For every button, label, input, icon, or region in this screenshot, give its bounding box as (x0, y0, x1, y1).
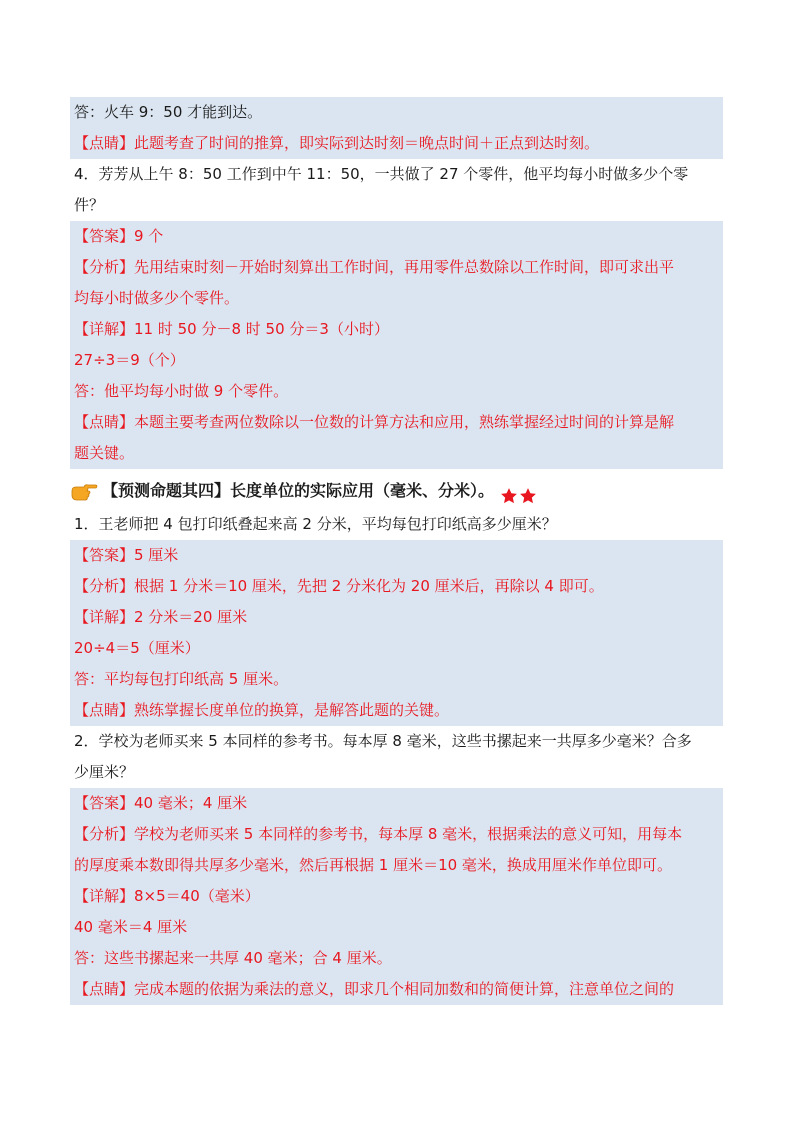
dianjing-line: 【点睛】熟练掌握长度单位的换算，是解答此题的关键。 (74, 701, 450, 719)
daan-line: 【答案】5 厘米 (74, 546, 179, 564)
answer-block-q2 (70, 788, 723, 1005)
star-icon (519, 482, 537, 500)
xiangjie-line-1: 【详解】2 分米＝20 厘米 (74, 608, 248, 626)
answer-line: 答：火车 9：50 才能到达。 (74, 103, 263, 121)
section-title: 【预测命题其四】长度单位的实际应用（毫米、分米）。 (102, 481, 495, 500)
question-2-line-2: 少厘米？ (74, 763, 135, 781)
dianjing-line: 【点睛】完成本题的依据为乘法的意义，即求几个相同加数和的简便计算，注意单位之间的 (74, 980, 675, 998)
star-icon (500, 482, 518, 500)
document-page (70, 97, 723, 1005)
xiangjie-line-2: 27÷3＝9（个） (74, 351, 185, 369)
answer-line: 答：这些书摞起来一共厚 40 毫米；合 4 厘米。 (74, 949, 392, 967)
difficulty-stars (500, 482, 537, 500)
section-heading (70, 473, 723, 509)
xiangjie-line-2: 40 毫米＝4 厘米 (74, 918, 188, 936)
dianjing-line-1: 【点睛】本题主要考查两位数除以一位数的计算方法和应用，熟练掌握经过时间的计算是解 (74, 413, 675, 431)
fenxi-line-2: 的厚度乘本数即得共厚多少毫米，然后再根据 1 厘米＝10 毫米，换成用厘米作单位即可。 (74, 856, 672, 874)
fenxi-line-1: 【分析】先用结束时刻－开始时刻算出工作时间，再用零件总数除以工作时间，即可求出平 (74, 258, 675, 276)
fenxi-line-2: 均每小时做多少个零件。 (74, 289, 240, 307)
pointing-hand-icon (70, 480, 98, 502)
fenxi-line-1: 【分析】学校为老师买来 5 本同样的参考书，每本厚 8 毫米，根据乘法的意义可知，用每本 (74, 825, 683, 843)
xiangjie-line-1: 【详解】8×5＝40（毫米） (74, 887, 260, 905)
daan-line: 【答案】40 毫米；4 厘米 (74, 794, 248, 812)
answer-block-previous (70, 97, 723, 159)
dianjing-line: 【点睛】此题考查了时间的推算，即实际到达时刻＝晚点时间＋正点到达时刻。 (74, 134, 600, 152)
daan-line: 【答案】9 个 (74, 227, 164, 245)
answer-block-q1 (70, 540, 723, 726)
answer-line: 答：他平均每小时做 9 个零件。 (74, 382, 289, 400)
question-1-line-1: 1．王老师把 4 包打印纸叠起来高 2 分米，平均每包打印纸高多少厘米？ (74, 515, 557, 533)
question-2-line-1: 2．学校为老师买来 5 本同样的参考书。每本厚 8 毫米，这些书摞起来一共厚多少毫米？合多 (74, 732, 692, 750)
question-4-line-1: 4．芳芳从上午 8：50 工作到中午 11：50，一共做了 27 个零件，他平均每小时做多少个零 (74, 165, 689, 183)
dianjing-line-2: 题关键。 (74, 444, 135, 462)
answer-line: 答：平均每包打印纸高 5 厘米。 (74, 670, 289, 688)
question-4-line-2: 件？ (74, 196, 105, 214)
answer-block-q4 (70, 221, 723, 469)
xiangjie-line-2: 20÷4＝5（厘米） (74, 639, 200, 657)
fenxi-line: 【分析】根据 1 分米＝10 厘米，先把 2 分米化为 20 厘米后，再除以 4 即可。 (74, 577, 604, 595)
xiangjie-line-1: 【详解】11 时 50 分－8 时 50 分＝3（小时） (74, 320, 389, 338)
